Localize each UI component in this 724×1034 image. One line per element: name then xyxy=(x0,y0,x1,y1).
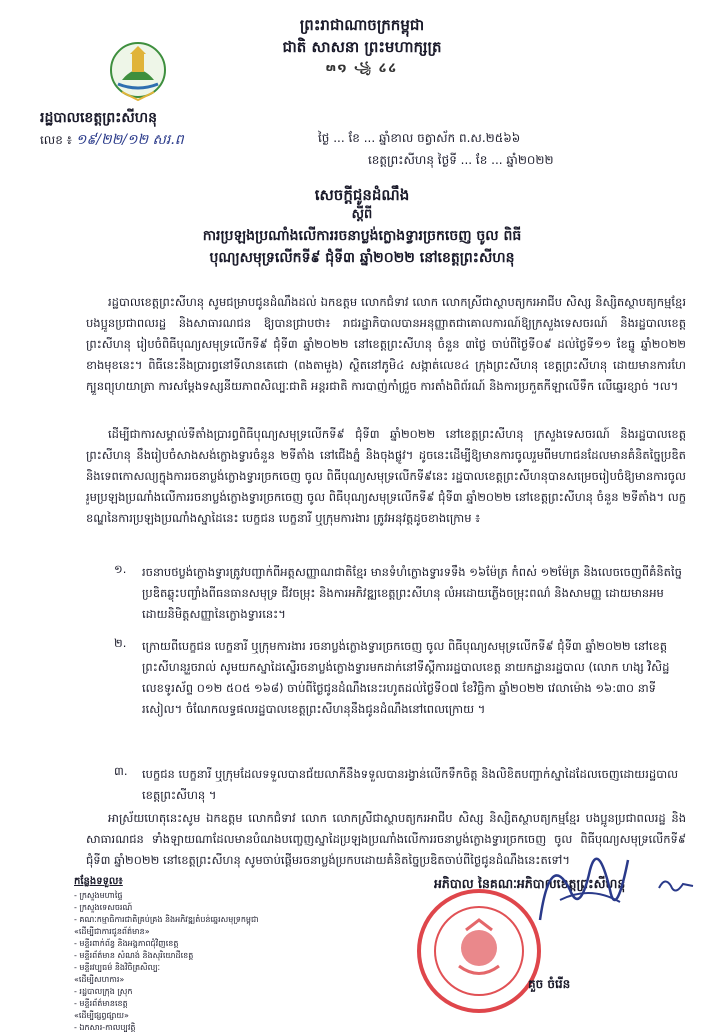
document-title: សេចក្តីជូនដំណឹង xyxy=(314,186,410,204)
document-subject-line2: បុណ្យសមុទ្រលើកទី៩ ជុំទី៣ ឆ្នាំ២០២២ នៅខេត្តព្រះសីហនុ xyxy=(209,250,515,266)
header-ornament: ໙໑ ꧁ ໒໒ xyxy=(325,61,399,74)
lunar-date: ថ្ងៃ ... ខែ ... ឆ្នាំខាល ចត្វាស័ក ព.ស.២៥៦៦ xyxy=(318,131,521,145)
recipient-item: - មន្ទីរវប្បធម៌ និងវិចិត្រសិល្បៈ xyxy=(74,963,161,972)
recipient-item: «ដើម្បីផ្សព្វផ្សាយ» xyxy=(74,1011,129,1020)
reference-number xyxy=(40,130,184,151)
body-paragraph-2: ដើម្បីជាការសម្គាល់ទីតាំងប្រារព្ធពិធីបុណ្យសមុទ្រលើកទី៩ ជុំទី៣ ឆ្នាំ២០២២ នៅខេត្តព្រះសីហនុ ក្រសួងទេសចរណ៍ និងរដ្ឋបាលខេត្តព្រះសីហនុ នឹងរៀបចំសាងសង់ក្លោងទ្វារចំនួន ២ទីតាំង នៅជើងភ្នំ និងចុងផ្លូវ។ ដូចនេះដើម្បីឱ្យមានការចូលរួមពីមហាជនដែលមានគំនិតច្នៃប្រឌិត និងទេពកោសល្យក្នុងការរចនាប្លង់ក្លោងទ្វារច្រកចេញ ចូល ពិធីបុណ្យសមុទ្រលើកទី៩នេះ រដ្ឋបាលខេត្តព្រះសីហនុបានសម្រេចរៀបចំឱ្យមានការចូលរួមប្រឡងប្រណាំងលើការរចនាប្លង់ក្លោងទ្វារច្រកចេញ ចូល ពិធីបុណ្យសមុទ្រលើកទី៩ ជុំទី៣ ឆ្នាំ២០២២ នៅខេត្តព្រះសីហនុ ចំនួន ២ទីតាំង។ លក្ខខណ្ឌនៃការប្រឡងប្រណាំងស្នាដៃនេះ បេក្ខជន បេក្ខនារី ឬក្រុមការងារ ត្រូវអនុវត្តដូចខាងក្រោម ៖ xyxy=(86,427,686,525)
province-logo-icon xyxy=(108,40,168,104)
item-number-3: ៣. xyxy=(114,764,128,778)
item-text-2: ក្រោយពីបេក្ខជន បេក្ខនារី ឬក្រុមការងារ រចនាប្លង់ក្លោងទ្វារច្រកចេញ ចូល ពិធីបុណ្យសមុទ្រលើកទី៩ ជុំទី៣ ឆ្នាំ២០២២ នៅខេត្តព្រះសីហនុរួចរាល់ សូមយកស្នាដៃស្នើរចនាប្លង់ក្លោងទ្វារមកដាក់នៅទីស្តីការរដ្ឋបាលខេត្ត នាយកដ្ឋានរដ្ឋបាល (លោក ហង្ស វិសិដ្ឋ លេខទូរស័ព្ទ ០១២ ៥០៥ ១៦៨) ចាប់ពីថ្ងៃជូនដំណឹងនេះរហូតដល់ថ្ងៃទី០៧ ខែវិច្ឆិកា ឆ្នាំ២០២២ វេលាម៉ោង ១៦:៣០ នាទីរសៀល។ ចំណែកលទ្ធផលរដ្ឋបាលខេត្តព្រះសីហនុនឹងជូនដំណឹងនៅពេលក្រោយ ។ xyxy=(142,639,670,716)
document-subject-label: ស្តីពី xyxy=(351,207,373,222)
recipients-list xyxy=(74,890,264,1034)
recipient-item: - ឯកសារ-កាលប្បវត្តិ xyxy=(74,1023,136,1032)
body-paragraph-1: រដ្ឋបាលខេត្តព្រះសីហនុ សូមជម្រាបជូនដំណឹងដល់ ឯកឧត្តម លោកជំទាវ លោក លោកស្រីជាស្ថាបត្យករអាជីប សិស្ស និស្សិតស្ថាបត្យកម្មខ្មែរ បងប្អូនប្រជាពលរដ្ឋ និងសាធារណជន ឱ្យបានជ្រាបថា៖ រាជរដ្ឋាភិបាលបានអនុញ្ញាតជាគោលការណ៍ឱ្យក្រសួងទេសចរណ៍ និងរដ្ឋបាលខេត្តព្រះសីហនុ រៀបចំពិធីបុណ្យសមុទ្រលើកទី៩ ជុំទី៣ ឆ្នាំ២០២២ នៅខេត្តព្រះសីហនុ ចំនួន ៣ថ្ងៃ ចាប់ពីថ្ងៃទី០៩ ដល់ថ្ងៃទី១១ ខែធ្នូ ឆ្នាំ២០២២ ខាងមុខនេះ។ ពិធីនេះនឹងប្រារព្ធនៅទីលានតេជោ (ពងតាមួង) ស្ថិតនៅភូមិ៤ សង្កាត់លេខ៤ ក្រុងព្រះសីហនុ ខេត្តព្រះសីហនុ ដោយមានការហែក្បួនព្យុហយាត្រា ការសម្តែងទស្សនីយភាពសិល្បៈជាតិ អន្តរជាតិ ការបាញ់កាំជ្រួច ការតាំងពិព័រណ៍ និងការប្រកួតកីឡាលើទឹក លើឆ្នេរខ្សាច់ ។ល។ xyxy=(86,295,686,393)
item-number-1: ១. xyxy=(114,562,127,576)
handwritten-signature-icon xyxy=(520,830,640,940)
signatory-title: អភិបាល នៃគណៈអភិបាលខេត្តព្រះសីហនុ xyxy=(434,876,626,891)
recipient-item: - ក្រសួងមហាផ្ទៃ xyxy=(74,891,123,900)
initial-mark-icon xyxy=(655,874,695,902)
recipient-item: - មន្ទីរពាក់ព័ន្ធ និងអង្គភាពជុំវិញខេត្ត xyxy=(74,939,179,948)
kingdom-heading: ព្រះរាជាណាចក្រកម្ពុជា xyxy=(299,16,425,34)
reference-label: លេខ ៖ xyxy=(40,133,72,147)
recipient-item: - ក្រសួងទេសចរណ៍ xyxy=(74,903,133,912)
recipient-item: - គណៈកម្មាធិការជាតិគ្រប់គ្រង និងអភិវឌ្ឍតំបន់ឆ្នេរសមុទ្រកម្ពុជា xyxy=(74,915,259,924)
document-subject-line1: ការប្រឡងប្រណាំងលើការរចនាប្លង់ក្លោងទ្វារច្រកចេញ ចូល ពិធី xyxy=(202,228,522,244)
body-paragraph-closing: អាស្រ័យហេតុនេះសូម ឯកឧត្តម លោកជំទាវ លោក លោកស្រីជាស្ថាបត្យករអាជីប សិស្ស និស្សិតស្ថាបត្យកម្មខ្មែរ បងប្អូនប្រជាពលរដ្ឋ និងសាធារណជន ទាំងឡាយណាដែលមានបំណងបញ្ចេញស្នាដៃប្រឡងប្រណាំងលើការរចនាប្លង់ក្លោងទ្វារច្រកចេញ ចូល ពិធីបុណ្យសមុទ្រលើកទី៩ ជុំទី៣ ឆ្នាំ២០២២ នៅខេត្តព្រះសីហនុ សូមចាប់ផ្តើមរចនាប្លង់ប្រកបដោយគំនិតច្នៃប្រឌិតចាប់ពីថ្ងៃជូនដំណឹងនេះតទៅ។ xyxy=(86,811,686,867)
recipient-item: - រដ្ឋបាលក្រុង ស្រុក xyxy=(74,987,133,996)
item-number-2: ២. xyxy=(114,636,127,650)
signatory-name: គួច ចំរើន xyxy=(528,977,571,991)
recipient-item: - មន្ទីរព័ត៌មានខេត្ត xyxy=(74,999,128,1008)
item-text-1: រចនាបថប្លង់ក្លោងទ្វារត្រូវបញ្ជាក់ពីអត្តសញ្ញាណជាតិខ្មែរ មានទំហំក្លោងទ្វារទទឹង ១៦ម៉ែត្រ កំពស់ ១២ម៉ែត្រ និងលេចចេញពីគំនិតច្នៃប្រឌិតឆ្លុះបញ្ចាំងពីធនធានសមុទ្រ ជីវចម្រុះ និងការអភិវឌ្ឍខេត្តព្រះសីហនុ លំអដោយភ្លើងចម្រុះពណ៌ និងសាមញ្ញ ដោយមានអមដោយនិមិត្តសញ្ញានៃក្លោងទ្វារនេះ។ xyxy=(142,565,682,621)
national-motto: ជាតិ សាសនា ព្រះមហាក្សត្រ xyxy=(282,38,442,56)
solar-date: ខេត្តព្រះសីហនុ ថ្ងៃទី ... ខែ ... ឆ្នាំ២០២២ xyxy=(368,153,554,167)
issuing-authority: រដ្ឋបាលខេត្តព្រះសីហនុ xyxy=(40,110,157,126)
item-text-3: បេក្ខជន បេក្ខនារី ឬក្រុមដែលទទួលបានជ័យលាភីនឹងទទួលបានរង្វាន់លើកទឹកចិត្ត និងលិខិតបញ្ជាក់ស្នាដៃដែលចេញដោយរដ្ឋបាលខេត្តព្រះសីហនុ ។ xyxy=(142,767,679,802)
recipients-title: កន្លែងទទួល៖ xyxy=(74,876,123,887)
recipient-item: - មន្ទីរព័ត៌មាន សំណង់ និងសុរិយោដីខេត្ត xyxy=(74,951,194,960)
recipient-item: «ដើម្បីសហការ» xyxy=(74,975,125,984)
recipient-item: «ដើម្បីជាការជូនព័ត៌មាន» xyxy=(74,927,150,936)
reference-value: ១៩/២២/១២ សរ.ព xyxy=(75,132,184,148)
